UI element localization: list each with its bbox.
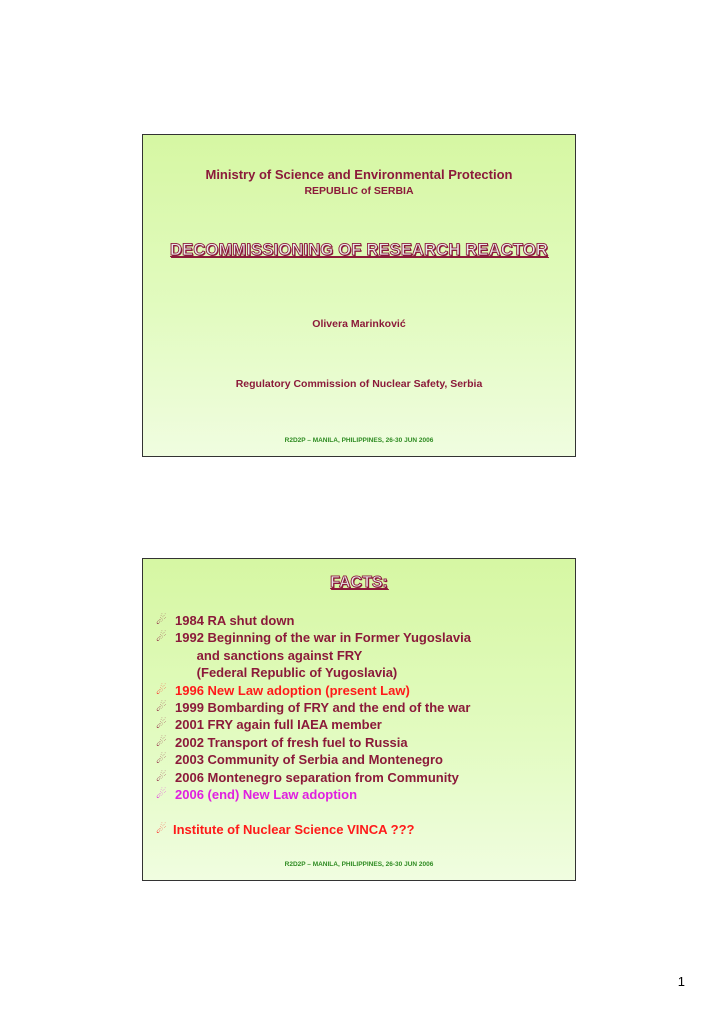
fact-text: 2001 FRY again full IAEA member xyxy=(175,717,382,733)
organization-name: Regulatory Commission of Nuclear Safety, Serbia xyxy=(235,378,483,390)
fact-item xyxy=(156,751,471,768)
comet-bullet-icon xyxy=(156,647,175,664)
slide-footer: R2D2P – MANILA, PHILIPPINES, 26-30 JUN 2006 xyxy=(284,437,434,444)
fact-text: and sanctions against FRY xyxy=(175,647,363,663)
facts-heading: FACTS: xyxy=(330,574,388,591)
fact-text: 1999 Bombarding of FRY and the end of the war xyxy=(175,700,471,716)
comet-bullet-icon xyxy=(156,664,175,681)
fact-item xyxy=(156,682,471,699)
comet-bullet-icon: ☄ xyxy=(156,682,167,697)
fact-text: 2006 Montenegro separation from Community xyxy=(175,769,459,785)
slide-footer: R2D2P – MANILA, PHILIPPINES, 26-30 JUN 2006 xyxy=(284,861,434,868)
comet-bullet-icon: ☄ xyxy=(156,787,167,802)
fact-text: 1996 New Law adoption (present Law) xyxy=(175,682,410,698)
author-name: Olivera Marinković xyxy=(312,318,406,330)
fact-item xyxy=(156,769,471,786)
fact-item xyxy=(156,786,471,803)
comet-bullet-icon: ☄ xyxy=(156,752,167,767)
comet-bullet-icon: ☄ xyxy=(156,700,167,715)
fact-item xyxy=(156,647,471,664)
fact-text: 2006 (end) New Law adoption xyxy=(175,787,358,803)
comet-bullet-icon: ☄ xyxy=(156,822,167,836)
presentation-title: DECOMMISSIONING OF RESEARCH REACTOR xyxy=(170,241,548,259)
comet-bullet-icon: ☄ xyxy=(156,734,167,749)
fact-item xyxy=(156,629,471,646)
fact-item xyxy=(156,716,471,733)
fact-text: (Federal Republic of Yugoslavia) xyxy=(175,665,398,681)
comet-bullet-icon: ☄ xyxy=(156,613,167,627)
institute-line xyxy=(156,822,415,837)
title-slide xyxy=(142,134,576,457)
comet-bullet-icon: ☄ xyxy=(156,769,167,784)
facts-list xyxy=(156,612,471,803)
facts-slide xyxy=(142,558,576,881)
ministry-name: Ministry of Science and Environmental Protection xyxy=(205,167,513,182)
fact-text: 1992 Beginning of the war in Former Yugoslavia xyxy=(175,630,471,646)
fact-item xyxy=(156,734,471,751)
institute-text: Institute of Nuclear Science VINCA ??? xyxy=(173,822,415,837)
page-number: 1 xyxy=(677,974,685,989)
republic-name: REPUBLIC of SERBIA xyxy=(304,185,414,197)
comet-bullet-icon: ☄ xyxy=(156,630,167,645)
comet-bullet-icon: ☄ xyxy=(156,717,167,732)
fact-item xyxy=(156,612,471,629)
fact-item xyxy=(156,664,471,681)
fact-text: 2002 Transport of fresh fuel to Russia xyxy=(175,734,408,750)
fact-text: 2003 Community of Serbia and Montenegro xyxy=(175,752,443,768)
fact-text: 1984 RA shut down xyxy=(175,613,295,628)
fact-item xyxy=(156,699,471,716)
